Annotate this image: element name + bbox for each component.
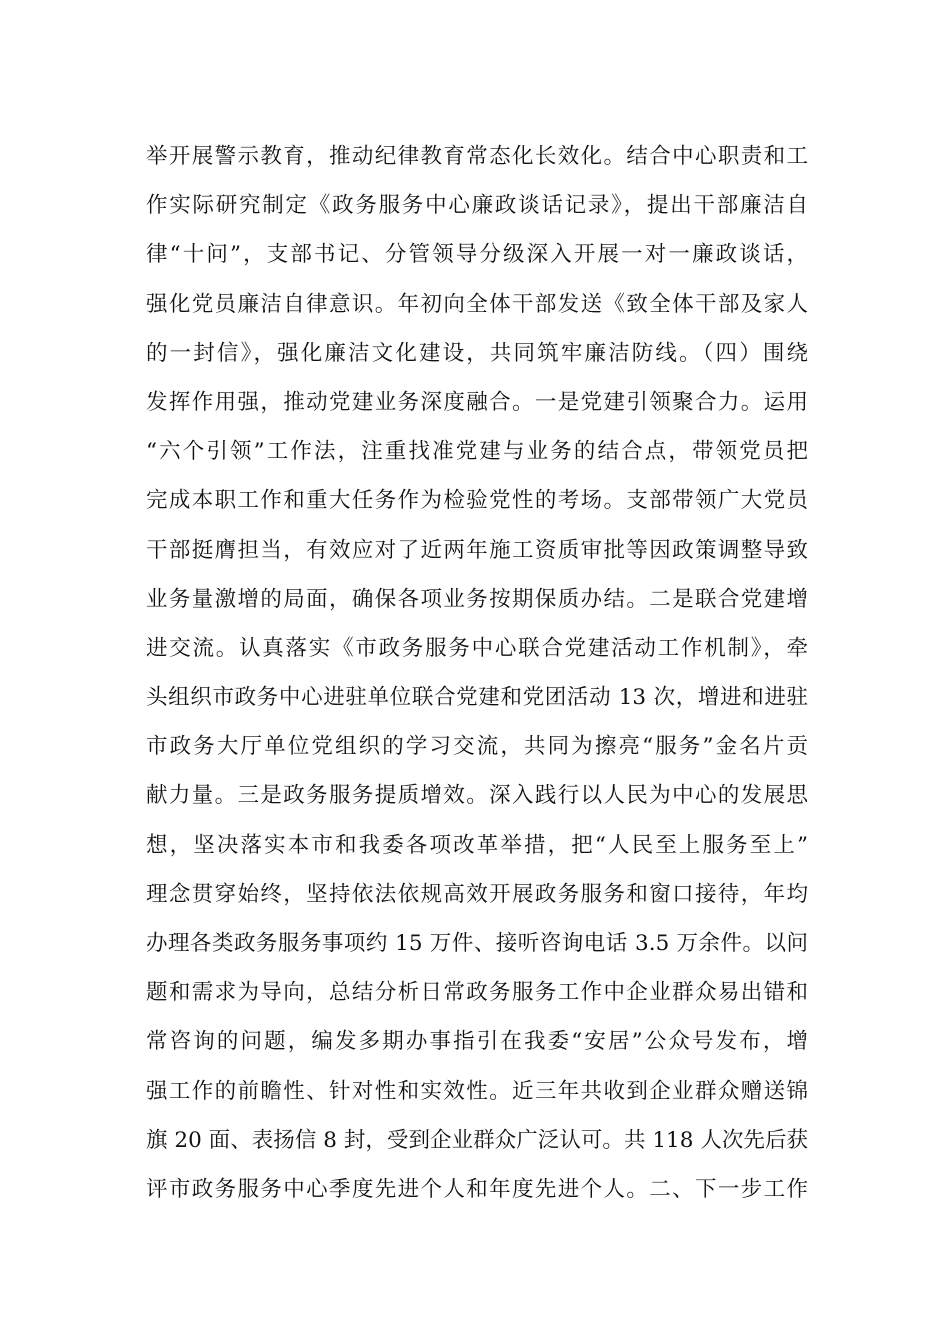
text-line: 强工作的前瞻性、针对性和实效性。近三年共收到企业群众赠送锦 (146, 1078, 808, 1104)
text-line: 想，坚决落实本市和我委各项改革举措，把“人民至上服务至上” (146, 832, 808, 858)
text-line: 献力量。三是政务服务提质增效。深入践行以人民为中心的发展思 (146, 783, 808, 809)
text-line: 完成本职工作和重大任务作为检验党性的考场。支部带领广大党员 (146, 488, 808, 514)
text-line: 发挥作用强，推动党建业务深度融合。一是党建引领聚合力。运用 (146, 389, 808, 415)
body-text (146, 132, 808, 1214)
text-line: 的一封信》，强化廉洁文化建设，共同筑牢廉洁防线。（四）围绕 (146, 340, 808, 366)
text-line: 办理各类政务服务事项约 15 万件、接听咨询电话 3.5 万余件。以问 (146, 931, 808, 956)
text-line: 旗 20 面、表扬信 8 封，受到企业群众广泛认可。共 118 人次先后获 (146, 1127, 808, 1153)
text-line: 业务量激增的局面，确保各项业务按期保质办结。二是联合党建增 (146, 586, 808, 612)
text-line: “六个引领”工作法，注重找准党建与业务的结合点，带领党员把 (146, 439, 808, 465)
text-line: 市政务大厅单位党组织的学习交流，共同为擦亮“服务”金名片贡 (146, 734, 808, 760)
text-line: 举开展警示教育，推动纪律教育常态化长效化。结合中心职责和工 (146, 144, 808, 169)
text-line: 干部挺膺担当，有效应对了近两年施工资质审批等因政策调整导致 (146, 537, 808, 563)
text-line: 题和需求为导向，总结分析日常政务服务工作中企业群众易出错和 (146, 980, 808, 1006)
text-line: 进交流。认真落实《市政务服务中心联合党建活动工作机制》，牵 (146, 635, 808, 661)
text-line: 评市政务服务中心季度先进个人和年度先进个人。二、下一步工作 (146, 1176, 808, 1202)
text-line: 头组织市政务中心进驻单位联合党建和党团活动 13 次，增进和进驻 (146, 685, 808, 711)
text-line: 理念贯穿始终，坚持依法依规高效开展政务服务和窗口接待，年均 (146, 881, 808, 907)
text-line: 强化党员廉洁自律意识。年初向全体干部发送《致全体干部及家人 (146, 291, 808, 317)
text-line: 作实际研究制定《政务服务中心廉政谈话记录》，提出干部廉洁自 (146, 193, 808, 219)
text-line: 律“十问”，支部书记、分管领导分级深入开展一对一廉政谈话， (146, 242, 808, 268)
text-line: 常咨询的问题，编发多期办事指引在我委“安居”公众号发布，增 (146, 1029, 808, 1055)
